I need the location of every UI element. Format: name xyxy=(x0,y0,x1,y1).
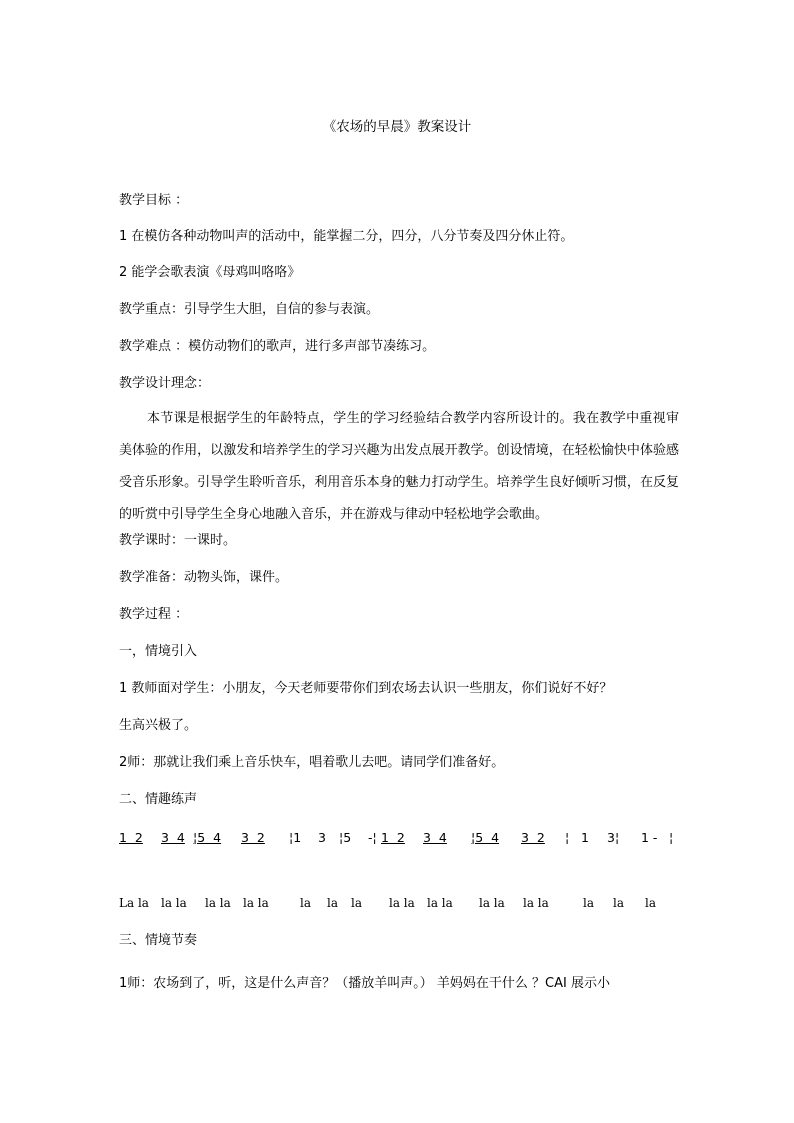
lyric-syllable: la xyxy=(645,896,656,910)
objective-1: 1 在模仿各种动物叫声的活动中，能掌握二分，四分，八分节奏及四分休止符。 xyxy=(119,229,574,244)
student-reply: 生高兴极了。 xyxy=(119,718,198,733)
lyric-syllable: la xyxy=(613,896,624,910)
lyric-syllable: La la xyxy=(119,896,149,910)
notation-beat: 1 2 xyxy=(119,830,143,845)
lyric-syllable: la xyxy=(351,896,362,910)
lyric-syllable: la la xyxy=(427,896,453,910)
notation-beat: 1 - xyxy=(641,830,658,845)
key-point: 教学重点：引导学生大胆，自信的参与表演。 xyxy=(119,302,380,317)
lyric-syllable: la la xyxy=(243,896,269,910)
step-1: 1 教师面对学生：小朋友，今天老师要带你们到农场去认识一些朋友，你们说好不好？ xyxy=(119,681,613,696)
notation-beat: 1 2 xyxy=(381,830,405,845)
lyric-syllable: la xyxy=(583,896,594,910)
notation-beat: ¦5 xyxy=(339,830,352,845)
objective-2: 2 能学会歌表演《母鸡叫咯咯》 xyxy=(119,265,301,280)
difficulty: 教学难点 ：模仿动物们的歌声，进行多声部节凑练习。 xyxy=(119,339,436,354)
notation-beat: ¦5 4 xyxy=(193,830,222,845)
lyric-syllable: la la xyxy=(389,896,415,910)
preparation: 教学准备：动物头饰，课件。 xyxy=(119,570,289,585)
notation-beat: 3 xyxy=(318,830,326,845)
step-2: 2师：那就让我们乘上音乐快车，唱着歌儿去吧。请同学们准备好。 xyxy=(119,755,505,770)
notation-beat: 3 2 xyxy=(521,830,545,845)
lyric-syllable: la xyxy=(327,896,338,910)
notation-beat: -¦ xyxy=(368,830,377,845)
section-1-heading: 一，情境引入 xyxy=(119,644,198,659)
lyric-syllable: la la xyxy=(205,896,231,910)
notation-beat: 3 2 xyxy=(241,830,265,845)
design-paragraph: 本节课是根据学生的年龄特点，学生的学习经验结合教学内容所设计的。我在教学中重视审美体验的作用，以激发和培养学生的学习兴趣为出发点展开教学。创设情境，在轻松愉快中体验感受音乐形象。引导学生聆听音乐，利用音乐本身的魅力打动学生。培养学生良好倾听习惯，在反复的听赏中引导学生全身心地融入音乐，并在游戏与律动中轻松地学会歌曲。 xyxy=(119,411,679,522)
notation-beat: 1 xyxy=(581,830,589,845)
section-3-heading: 三、情境节奏 xyxy=(119,933,198,948)
lyric-syllable: la xyxy=(300,896,311,910)
step-3: 1师：农场到了，听，这是什么声音？（播放羊叫声。） 羊妈妈在干什么 ？CAI 展示小 xyxy=(119,976,610,991)
notation-beat: 3¦ xyxy=(607,830,620,845)
notation-beat: ¦ xyxy=(565,830,570,845)
class-hours: 教学课时：一课时。 xyxy=(119,533,237,548)
notation-beat: 3 4 xyxy=(161,830,185,845)
objectives-heading: 教学目标 ： xyxy=(119,193,189,208)
section-2-heading: 二、情趣练声 xyxy=(119,792,198,807)
lyric-syllable: la la xyxy=(161,896,187,910)
process-heading: 教学过程 ： xyxy=(119,607,189,622)
notation-beat: ¦ xyxy=(669,830,674,845)
lyric-syllable: la la xyxy=(523,896,549,910)
document-title: 《农场的早晨》教案设计 xyxy=(322,119,472,135)
notation-beat: ¦5 4 xyxy=(471,830,500,845)
notation-beat: 3 4 xyxy=(423,830,447,845)
notation-beat: ¦1 xyxy=(289,830,302,845)
lyric-syllable: la la xyxy=(479,896,505,910)
design-heading: 教学设计理念： xyxy=(119,376,211,391)
